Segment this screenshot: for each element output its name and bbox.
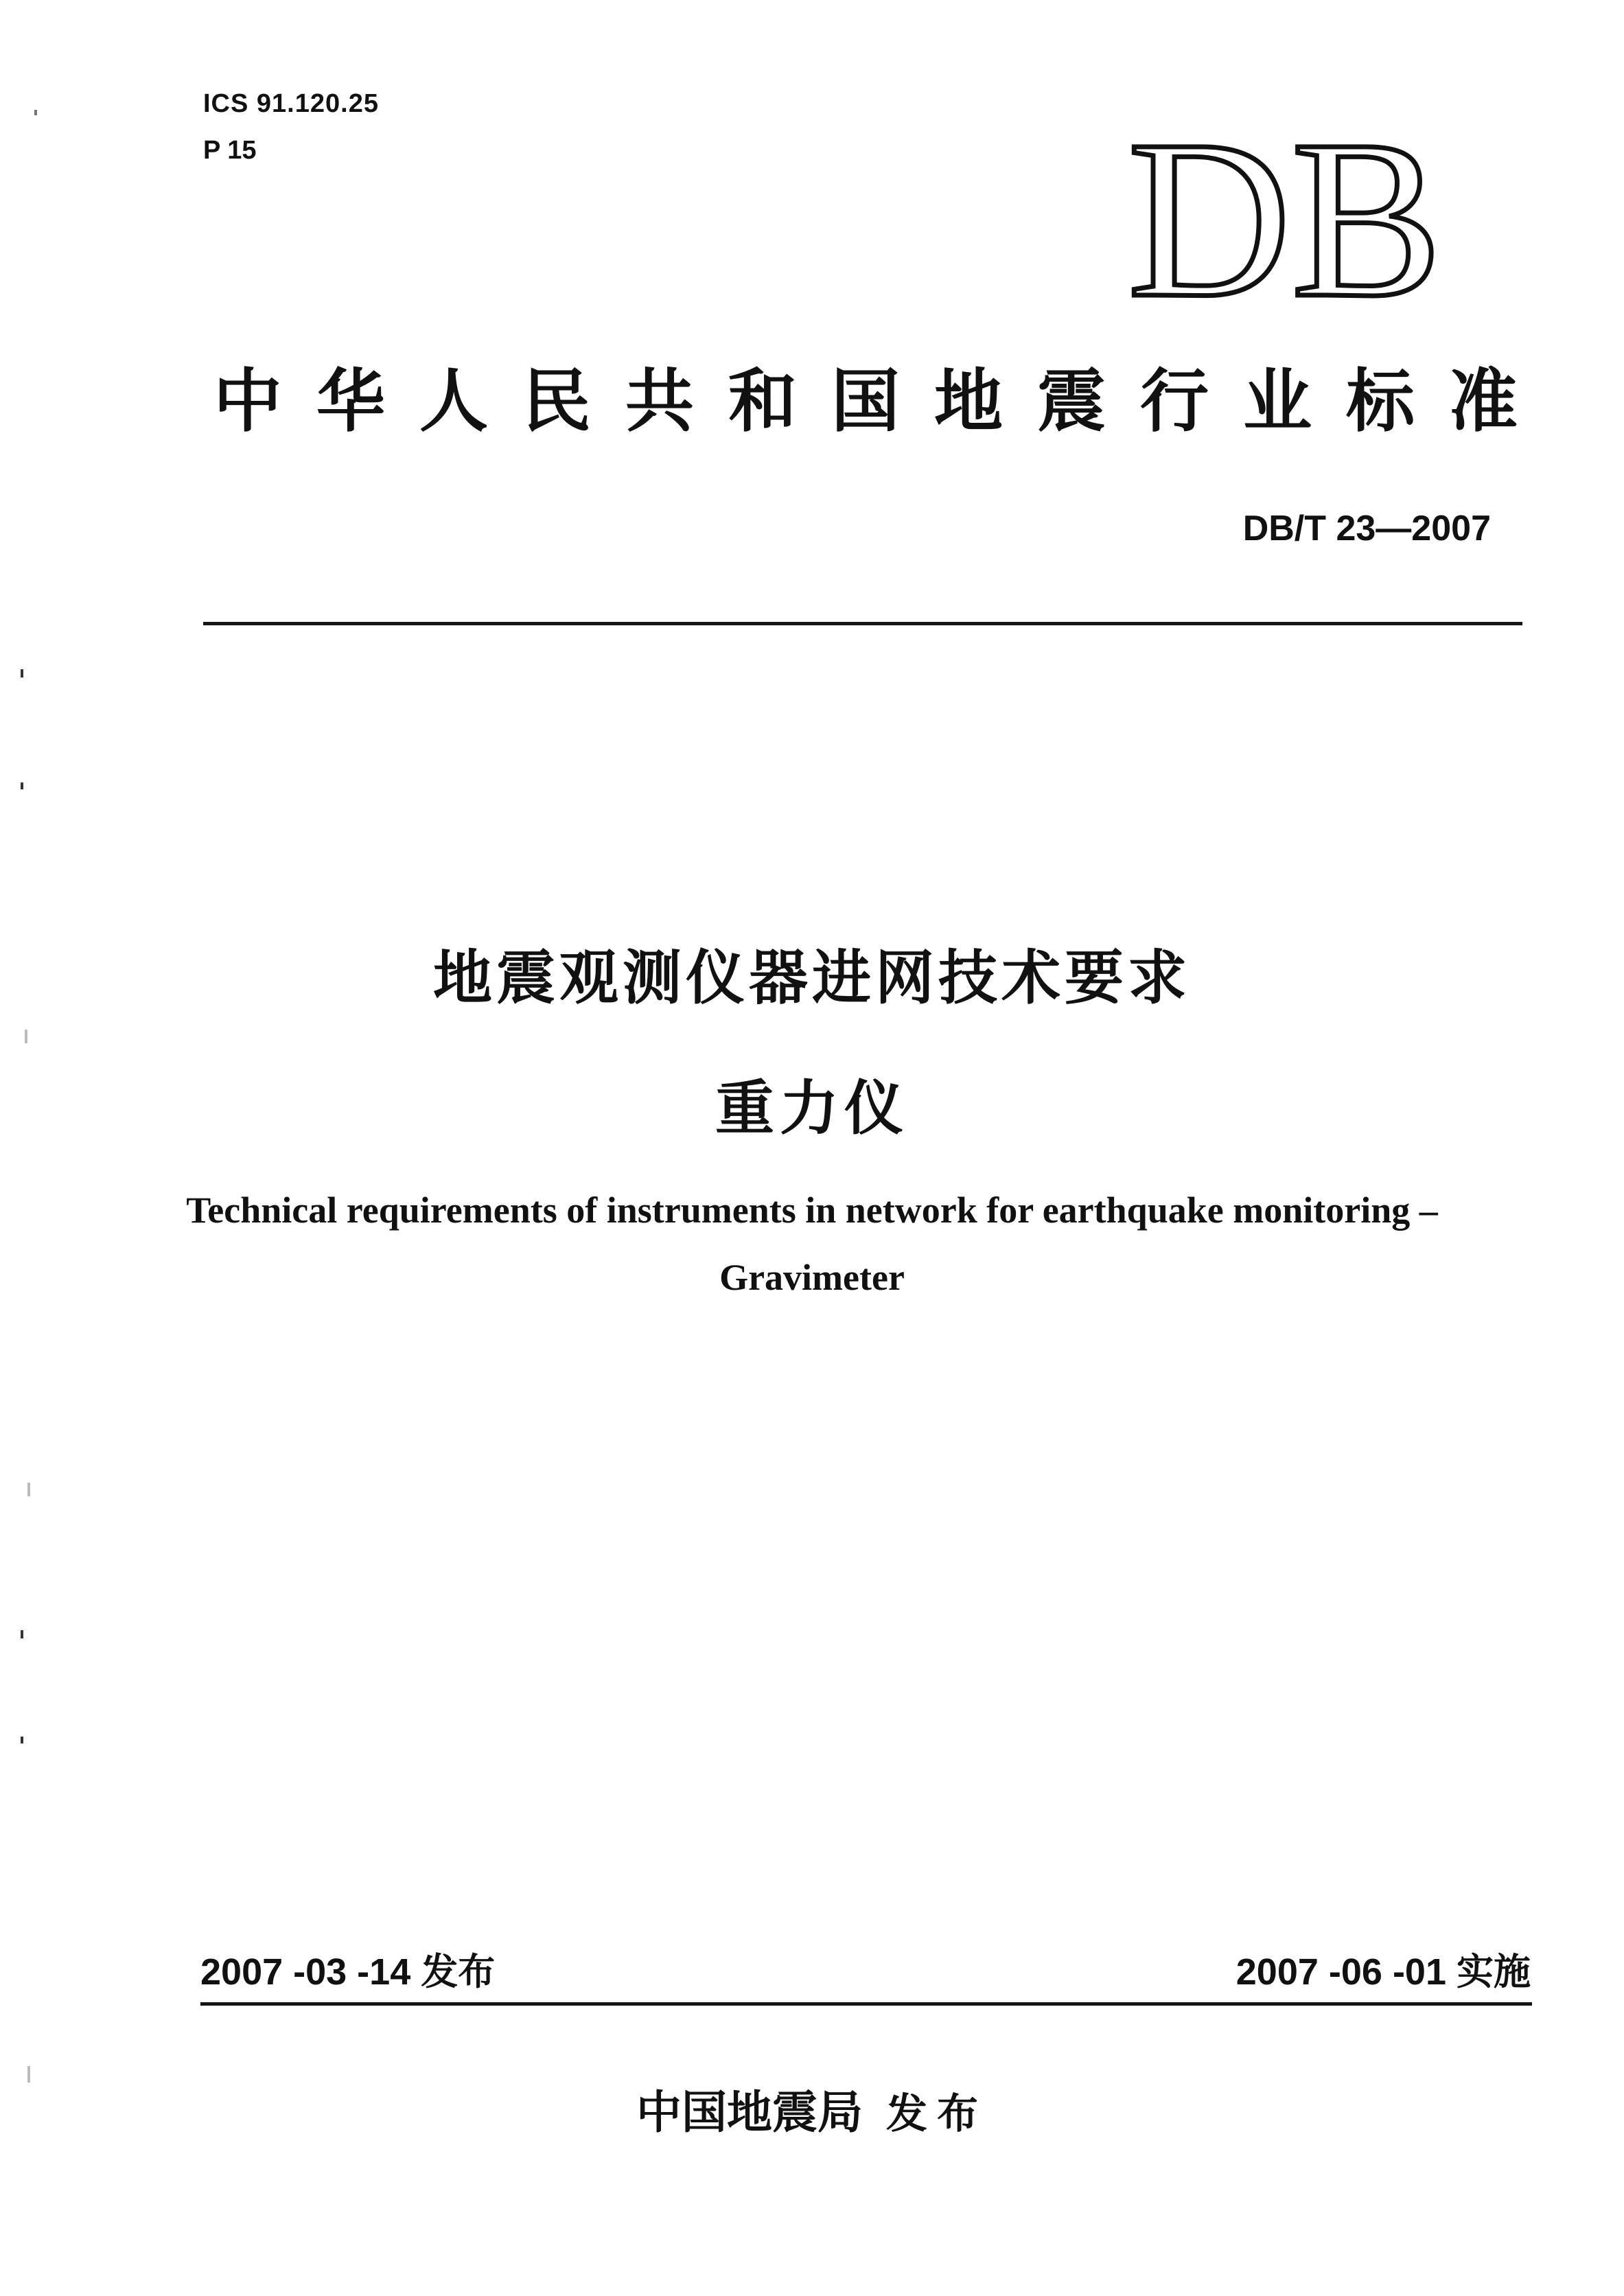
category-char: 震 [1037,361,1106,441]
category-char: 华 [316,361,385,441]
category-char: 共 [625,361,694,441]
scan-speck [27,1483,30,1496]
category-char: 中 [213,361,282,441]
db-logo-text: DB [1127,115,1443,314]
publisher [0,2080,1624,2147]
category-char: 业 [1243,361,1312,441]
subtitle-english: Gravimeter [719,1257,905,1298]
scan-speck [34,110,37,115]
db-logo [1113,115,1457,314]
subtitle-chinese: 重力仪 [715,1074,909,1143]
ics-code: ICS 91.120.25 [203,89,379,118]
issue-date: 2007 -03 -14 发布 [200,1951,496,1993]
category-char: 民 [522,361,591,441]
scan-speck [25,1030,27,1043]
implementation-date: 2007 -06 -01 实施 [1236,1951,1531,1993]
ccs-code: P 15 [203,136,257,165]
scan-speck [21,782,23,789]
header-divider [203,622,1522,625]
scan-speck [27,2066,30,2083]
scan-speck [21,669,23,677]
category-char: 行 [1140,361,1209,441]
category-char: 人 [419,361,488,441]
standard-category-title [203,357,1528,446]
standard-code: DB/T 23—2007 [1242,509,1491,548]
title-english: Technical requirements of instruments in network for earthquake monitoring – [186,1190,1438,1231]
scan-speck [21,1737,23,1743]
publisher-suffix: 发布 [886,2090,988,2138]
footer-divider [200,2002,1532,2006]
publisher-name: 中国地震局 [636,2086,863,2139]
category-char: 标 [1346,361,1415,441]
category-char: 地 [934,361,1003,441]
category-char: 和 [728,361,797,441]
category-char: 国 [831,361,900,441]
category-char: 准 [1449,361,1518,441]
title-chinese: 地震观测仪器进网技术要求 [433,944,1191,1012]
scan-speck [21,1630,23,1638]
